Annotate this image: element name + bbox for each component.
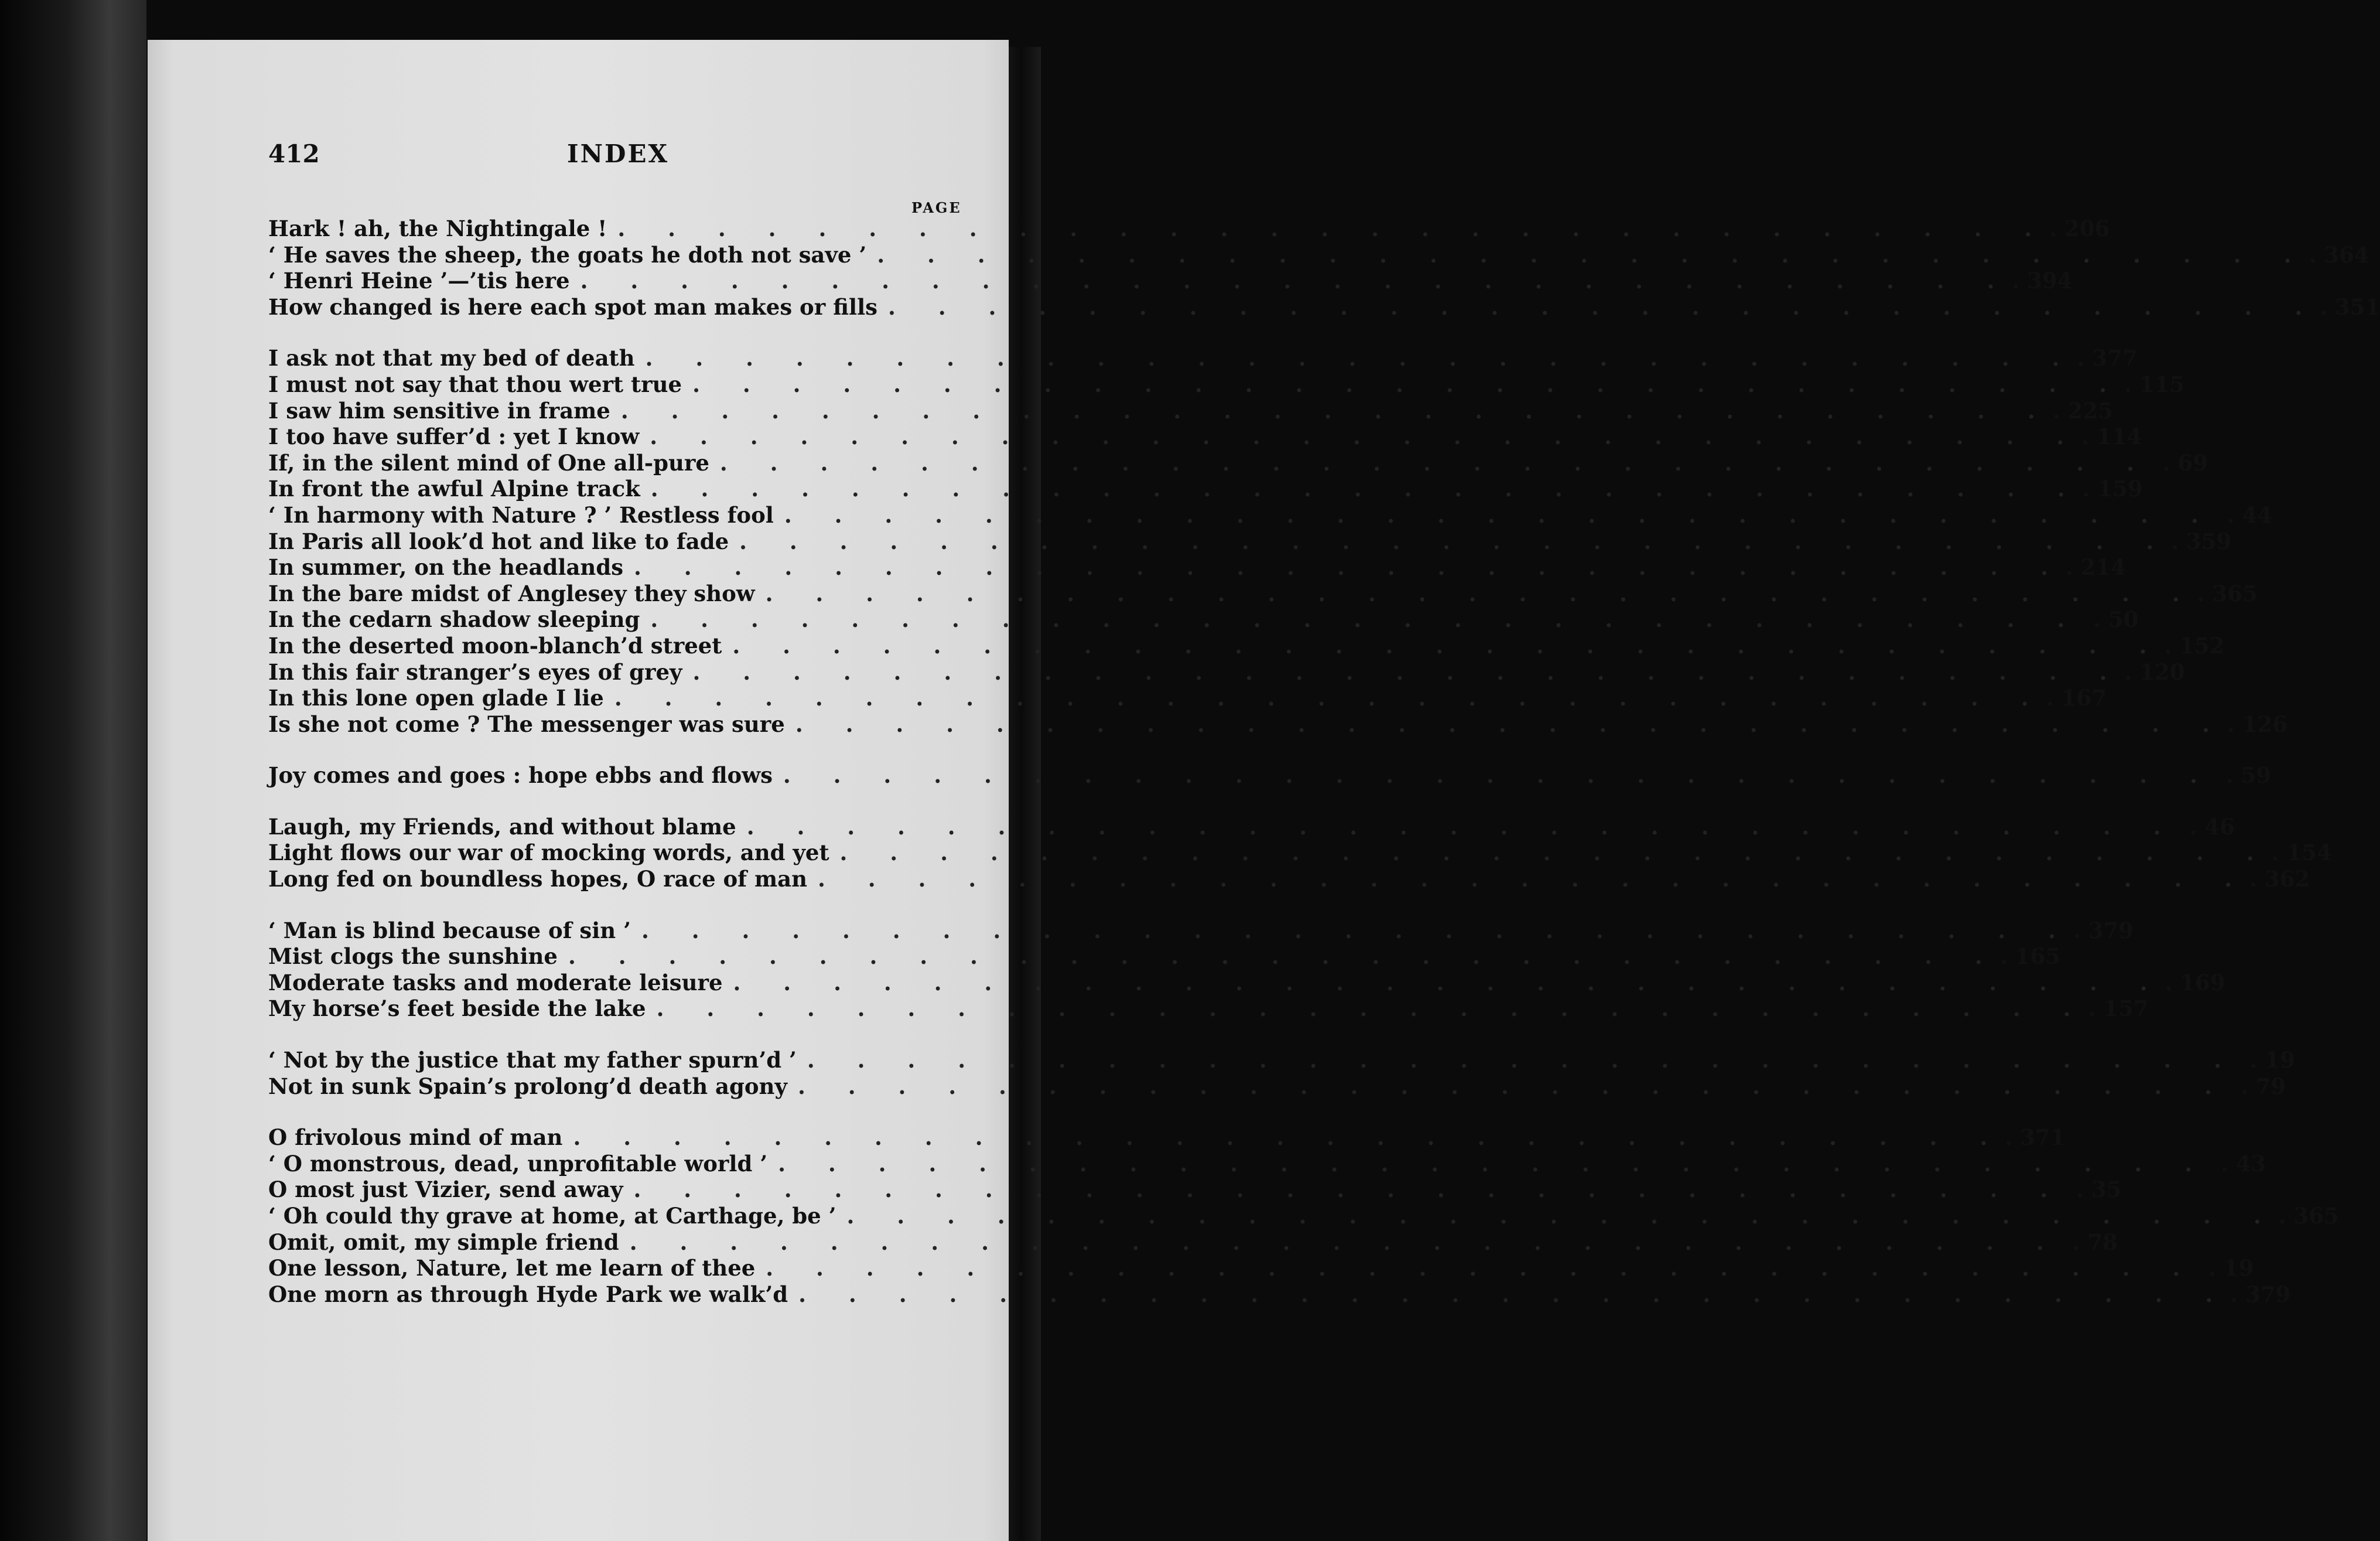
entry-first-line: In the bare midst of Anglesey they show xyxy=(268,580,755,606)
dot-leader xyxy=(619,1229,2061,1256)
entry-first-line: How changed is here each spot man makes or fills xyxy=(268,294,877,320)
page-number: 412 xyxy=(268,139,320,168)
running-head xyxy=(268,139,959,175)
page-column-heading: PAGE xyxy=(911,199,962,216)
index-entry xyxy=(268,866,2310,892)
dot-leader xyxy=(787,1073,2229,1100)
entry-first-line: ‘ He saves the sheep, the goats he doth not save ’ xyxy=(268,241,867,268)
entry-page-number: . 377 xyxy=(2077,345,2133,371)
index-entry xyxy=(268,1229,2118,1256)
entry-first-line: I too have suffer’d : yet I know xyxy=(268,424,640,450)
dot-leader xyxy=(562,1124,2005,1151)
dot-leader xyxy=(774,502,2216,529)
entry-page-number: . 365 xyxy=(2279,1203,2335,1229)
entry-page-number: . 379 xyxy=(2230,1281,2286,1308)
dot-leader xyxy=(604,685,2046,711)
entry-page-number: . 79 xyxy=(2229,1073,2286,1100)
index-entry xyxy=(268,969,2225,996)
entry-first-line: Long fed on boundless hopes, O race of man xyxy=(268,866,807,892)
dot-leader xyxy=(635,345,2077,371)
entry-page-number: . 371 xyxy=(2005,1124,2061,1151)
index-entry xyxy=(268,1150,2266,1177)
dot-leader xyxy=(767,1151,2210,1177)
entry-first-line: O frivolous mind of man xyxy=(268,1124,563,1151)
entry-page-number: . 206 xyxy=(2050,216,2106,242)
dot-leader xyxy=(785,711,2227,738)
index-entry xyxy=(268,1177,2122,1203)
entry-page-number: . 362 xyxy=(2249,866,2306,892)
page-title: INDEX xyxy=(567,139,670,168)
index-entry xyxy=(268,917,2134,944)
entry-first-line: In the cedarn shadow sleeping xyxy=(268,606,640,633)
entry-page-number: . 35 xyxy=(2065,1177,2122,1203)
entry-first-line: I must not say that thou wert true xyxy=(268,371,682,397)
index-entry xyxy=(268,659,2185,686)
dot-leader xyxy=(639,424,2081,450)
entry-page-number: . 365 xyxy=(2197,581,2253,607)
entry-first-line: Mist clogs the sunshine xyxy=(268,943,558,970)
entry-page-number: . 167 xyxy=(2046,685,2102,711)
entry-first-line: In the deserted moon-blanch’d street xyxy=(268,632,722,659)
dot-leader xyxy=(755,581,2197,607)
dot-leader xyxy=(570,268,2012,294)
index-group xyxy=(268,1047,2296,1099)
dot-leader xyxy=(736,814,2178,840)
dot-leader xyxy=(797,1047,2239,1073)
entry-first-line: In this lone open glade I lie xyxy=(268,685,604,711)
index-group xyxy=(268,917,2225,1022)
dot-leader xyxy=(807,866,2249,892)
entry-page-number: . 152 xyxy=(2164,633,2221,659)
dot-leader xyxy=(646,995,2088,1022)
index-entry xyxy=(268,711,2288,738)
index-entry xyxy=(268,216,2110,242)
dot-leader xyxy=(723,970,2165,996)
entry-page-number: . 225 xyxy=(2053,398,2109,424)
index-entry xyxy=(268,943,2061,970)
entry-page-number: . 59 xyxy=(2215,762,2271,789)
entry-page-number: . 43 xyxy=(2210,1151,2266,1177)
entry-page-number: . 114 xyxy=(2082,424,2138,450)
dot-leader xyxy=(773,762,2215,789)
entry-page-number: . 120 xyxy=(2125,659,2181,686)
index-entry xyxy=(268,685,2107,711)
entry-page-number: . 19 xyxy=(2239,1047,2295,1073)
index-entry xyxy=(268,762,2272,789)
dot-leader xyxy=(682,659,2125,686)
entry-first-line: In this fair stranger’s eyes of grey xyxy=(268,659,682,685)
entry-page-number: . 44 xyxy=(2216,502,2272,529)
dot-leader xyxy=(755,1255,2197,1281)
entry-first-line: In front the awful Alpine track xyxy=(268,476,640,502)
entry-first-line: In Paris all look’d hot and like to fade xyxy=(268,528,729,554)
dot-leader xyxy=(829,840,2272,866)
dot-leader xyxy=(709,450,2152,476)
entry-first-line: My horse’s feet beside the lake xyxy=(268,995,646,1022)
index-entry xyxy=(268,371,2185,398)
entry-first-line: Moderate tasks and moderate leisure xyxy=(268,969,723,995)
dot-leader xyxy=(610,398,2053,424)
entry-first-line: Is she not come ? The messenger was sure xyxy=(268,711,785,737)
index-entry xyxy=(268,476,2143,502)
entry-page-number: . 154 xyxy=(2272,840,2328,866)
book-binding-edge xyxy=(0,0,146,1541)
dot-leader xyxy=(640,476,2082,502)
dot-leader xyxy=(866,242,2309,268)
entry-page-number: . 19 xyxy=(2198,1255,2254,1281)
index-entry xyxy=(268,580,2258,607)
dot-leader xyxy=(631,918,2073,944)
index-entry xyxy=(268,397,2113,424)
index-entry xyxy=(268,606,2139,633)
entry-first-line: ‘ Oh could thy grave at home, at Carthage, be ’ xyxy=(268,1203,836,1229)
index-entry xyxy=(268,813,2235,840)
entry-page-number: . 46 xyxy=(2178,814,2235,840)
index-entry xyxy=(268,449,2208,476)
index-group xyxy=(268,216,2380,320)
index-entry xyxy=(268,294,2380,321)
entry-page-number: . 364 xyxy=(2309,242,2365,268)
entry-page-number: . 157 xyxy=(2088,995,2145,1022)
entry-page-number: . 379 xyxy=(2073,918,2129,944)
dot-leader xyxy=(682,371,2124,398)
entry-first-line: Joy comes and goes : hope ebbs and flows xyxy=(268,762,773,789)
entry-first-line: I saw him sensitive in frame xyxy=(268,397,610,424)
entry-page-number: . 165 xyxy=(2000,943,2056,970)
entry-page-number: . 159 xyxy=(2082,476,2139,502)
entry-first-line: ‘ Not by the justice that my father spurn’d ’ xyxy=(268,1047,797,1073)
entry-page-number: . 126 xyxy=(2227,711,2283,738)
index-entry xyxy=(268,1047,2296,1073)
index-entries xyxy=(268,216,2380,1332)
index-group xyxy=(268,762,2272,789)
entry-page-number: . 78 xyxy=(2061,1229,2118,1256)
entry-first-line: ‘ O monstrous, dead, unprofitable world ’ xyxy=(268,1150,768,1177)
dot-leader xyxy=(623,1177,2065,1203)
entry-first-line: One lesson, Nature, let me learn of thee xyxy=(268,1255,756,1281)
entry-first-line: Light flows our war of mocking words, and yet xyxy=(268,840,829,866)
entry-first-line: In summer, on the headlands xyxy=(268,554,624,581)
index-group xyxy=(268,1124,2339,1307)
index-entry xyxy=(268,632,2225,659)
index-entry xyxy=(268,345,2137,371)
index-group xyxy=(268,813,2332,892)
index-entry xyxy=(268,1203,2339,1229)
entry-first-line: ‘ Henri Heine ’—’tis here xyxy=(268,268,570,294)
index-entry xyxy=(268,554,2126,581)
entry-page-number: . 50 xyxy=(2082,606,2139,633)
entry-first-line: I ask not that my bed of death xyxy=(268,345,635,371)
dot-leader xyxy=(836,1203,2278,1229)
index-group xyxy=(268,345,2288,737)
index-entry xyxy=(268,528,2232,555)
entry-page-number: . 214 xyxy=(2065,554,2122,581)
entry-first-line: Not in sunk Spain’s prolong’d death agony xyxy=(268,1073,787,1099)
entry-page-number: . 351 xyxy=(2320,294,2376,321)
dot-leader xyxy=(722,633,2164,659)
dot-leader xyxy=(788,1281,2230,1308)
index-entry xyxy=(268,995,2149,1022)
entry-first-line: ‘ In harmony with Nature ? ’ Restless fool xyxy=(268,502,774,528)
index-entry xyxy=(268,424,2142,450)
index-entry xyxy=(268,502,2273,529)
entry-first-line: Hark ! ah, the Nightingale ! xyxy=(268,216,607,241)
index-entry xyxy=(268,268,2072,294)
entry-page-number: . 359 xyxy=(2171,529,2227,555)
index-entry xyxy=(268,1255,2254,1281)
dot-leader xyxy=(877,294,2320,321)
dot-leader xyxy=(607,216,2049,242)
entry-page-number: . 69 xyxy=(2152,450,2208,476)
dot-leader xyxy=(640,606,2082,633)
dot-leader xyxy=(558,943,2000,970)
index-entry xyxy=(268,840,2332,866)
index-entry xyxy=(268,1073,2286,1100)
index-entry xyxy=(268,1281,2291,1308)
index-entry xyxy=(268,241,2369,268)
entry-first-line: If, in the silent mind of One all-pure xyxy=(268,449,709,476)
entry-first-line: ‘ Man is blind because of sin ’ xyxy=(268,917,631,943)
entry-first-line: O most just Vizier, send away xyxy=(268,1177,623,1203)
entry-page-number: . 394 xyxy=(2012,268,2068,294)
entry-first-line: Omit, omit, my simple friend xyxy=(268,1229,619,1255)
dot-leader xyxy=(623,554,2065,581)
dot-leader xyxy=(729,529,2171,555)
entry-page-number: . 169 xyxy=(2165,970,2221,996)
entry-page-number: . 115 xyxy=(2124,371,2180,398)
entry-first-line: Laugh, my Friends, and without blame xyxy=(268,813,736,840)
index-entry xyxy=(268,1124,2065,1151)
entry-first-line: One morn as through Hyde Park we walk’d xyxy=(268,1281,788,1307)
